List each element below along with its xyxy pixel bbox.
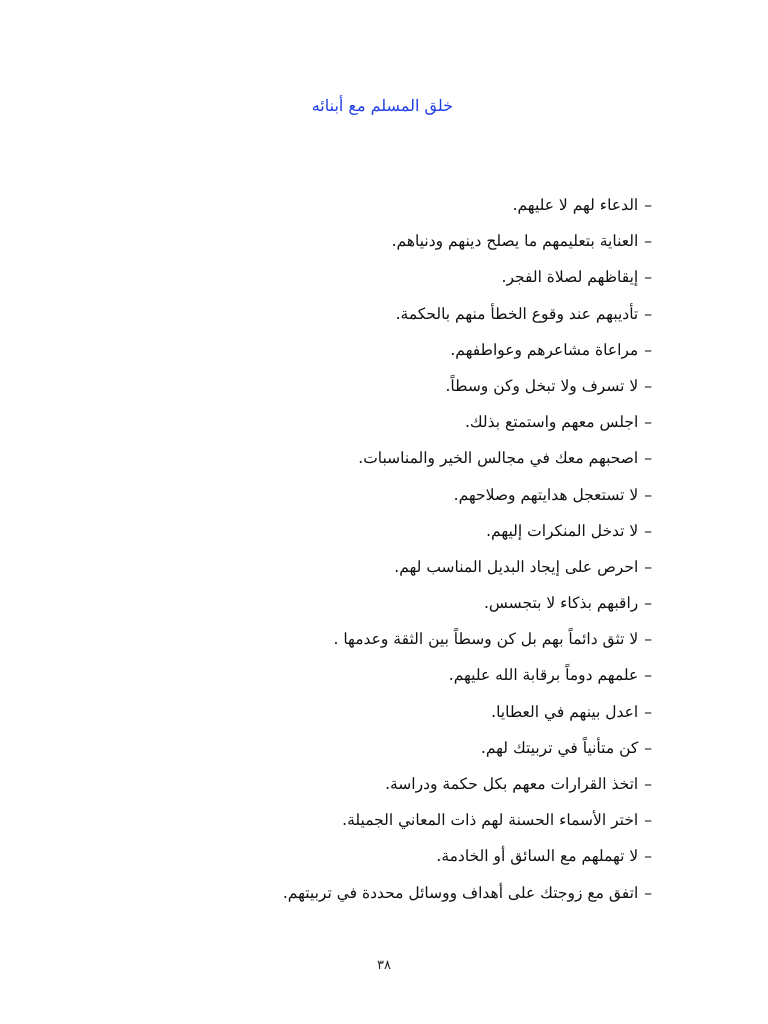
list-bullet: – xyxy=(644,847,652,866)
list-item xyxy=(150,481,652,517)
list-item-text: تأديبهم عند وقوع الخطأ منهم بالحكمة. xyxy=(395,304,639,323)
list-bullet: – xyxy=(644,304,652,323)
list-item-text: لا تثق دائماً بهم بل كن وسطاً بين الثقة وعدمها . xyxy=(333,630,639,649)
list-item-text: راقبهم بذكاء لا بتجسس. xyxy=(483,594,639,613)
list-bullet: – xyxy=(644,268,652,287)
list-item xyxy=(150,191,652,227)
list-item xyxy=(150,408,652,444)
advice-list xyxy=(150,191,652,915)
list-item-text: اختر الأسماء الحسنة لهم ذات المعاني الجميلة. xyxy=(342,811,639,830)
page-number: ٣٨ xyxy=(377,958,391,973)
list-item xyxy=(150,770,652,806)
list-bullet: – xyxy=(644,376,652,395)
list-item xyxy=(150,806,652,842)
list-bullet: – xyxy=(644,775,652,793)
list-item-text: مراعاة مشاعرهم وعواطفهم. xyxy=(450,340,639,359)
list-bullet: – xyxy=(644,449,652,468)
list-item-text: العناية بتعليمهم ما يصلح دينهم ودنياهم. xyxy=(391,232,639,251)
list-item-text: إيقاظهم لصلاة الفجر. xyxy=(501,268,639,287)
list-bullet: – xyxy=(644,738,652,757)
list-item-text: لا تدخل المنكرات إليهم. xyxy=(486,521,639,540)
list-item-text: علمهم دوماً برقابة الله عليهم. xyxy=(448,666,639,685)
list-item xyxy=(150,227,652,263)
list-item xyxy=(150,517,652,553)
list-item-text: لا تهملهم مع السائق أو الخادمة. xyxy=(436,847,639,866)
list-item-text: اعدل بينهم في العطايا. xyxy=(491,702,639,721)
list-bullet: – xyxy=(644,630,652,649)
list-item-text: الدعاء لهم لا عليهم. xyxy=(512,196,639,214)
list-item xyxy=(150,842,652,878)
list-item-text: لا تسرف ولا تبخل وكن وسطاً. xyxy=(445,376,639,395)
list-item-text: اصحبهم معك في مجالس الخير والمناسبات. xyxy=(358,449,639,468)
list-bullet: – xyxy=(644,485,652,504)
list-bullet: – xyxy=(644,521,652,540)
list-item-text: كن متأنياً في تربيتك لهم. xyxy=(480,738,639,757)
list-item xyxy=(150,372,652,408)
list-item xyxy=(150,698,652,734)
list-item xyxy=(150,553,652,589)
list-item xyxy=(150,879,652,915)
list-item-text: لا تستعجل هدايتهم وصلاحهم. xyxy=(453,485,639,504)
list-item xyxy=(150,263,652,299)
list-bullet: – xyxy=(644,196,652,214)
list-bullet: – xyxy=(644,883,652,902)
list-item-text: اتفق مع زوجتك على أهداف ووسائل محددة في تربيتهم. xyxy=(282,883,639,902)
page-title: خلق المسلم مع أبنائه xyxy=(311,96,453,115)
list-item xyxy=(150,589,652,625)
list-item xyxy=(150,661,652,697)
list-item xyxy=(150,444,652,480)
list-item-text: اجلس معهم واستمتع بذلك. xyxy=(464,413,639,432)
list-item xyxy=(150,336,652,372)
list-bullet: – xyxy=(644,594,652,613)
list-item-text: احرص على إيجاد البديل المناسب لهم. xyxy=(394,557,639,576)
list-bullet: – xyxy=(644,340,652,359)
list-bullet: – xyxy=(644,232,652,251)
list-bullet: – xyxy=(644,702,652,721)
list-bullet: – xyxy=(644,811,652,830)
list-bullet: – xyxy=(644,557,652,576)
list-item xyxy=(150,734,652,770)
list-item-text: اتخذ القرارات معهم بكل حكمة ودراسة. xyxy=(385,775,639,793)
list-item xyxy=(150,625,652,661)
list-item xyxy=(150,300,652,336)
list-bullet: – xyxy=(644,413,652,432)
list-bullet: – xyxy=(644,666,652,685)
